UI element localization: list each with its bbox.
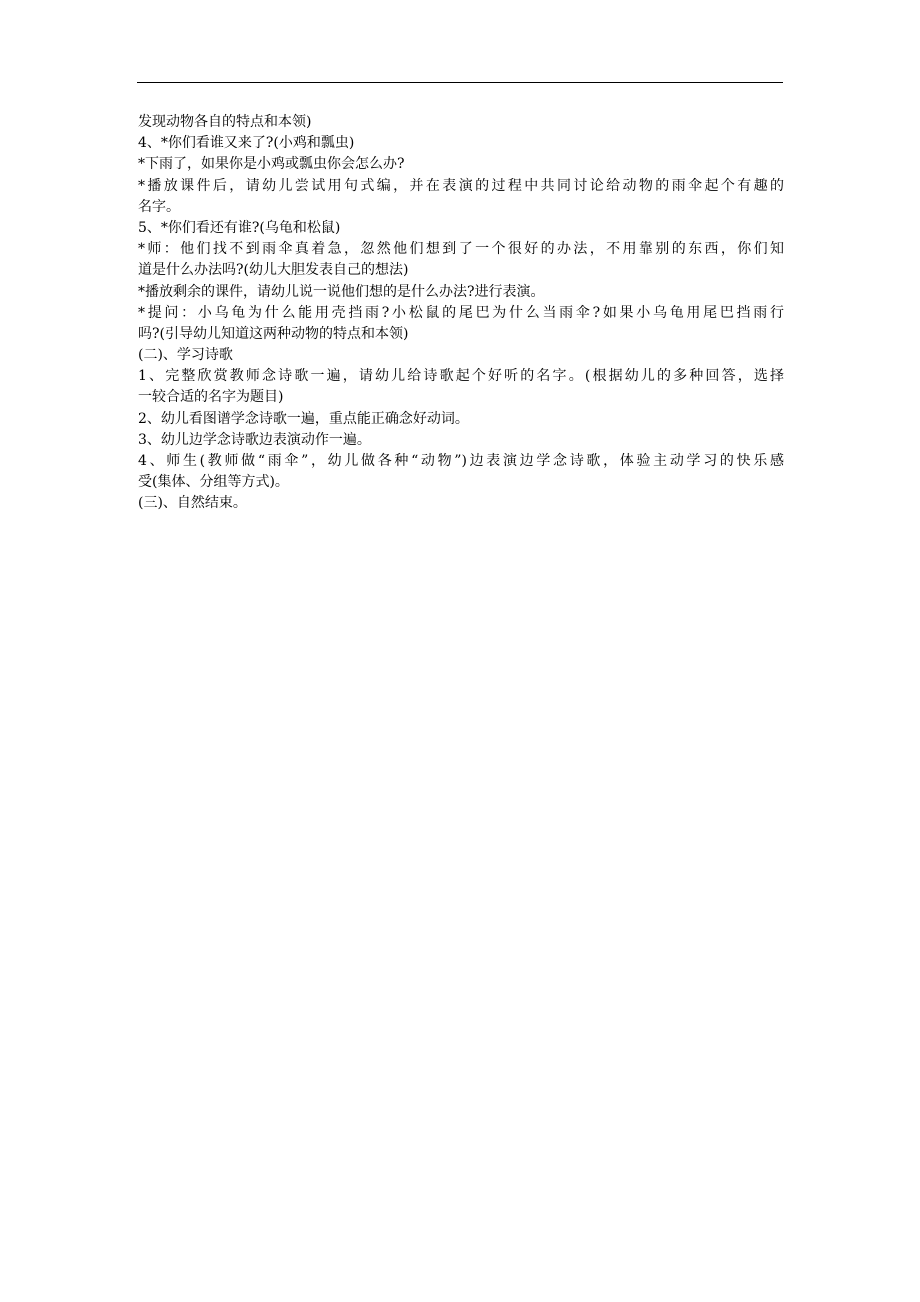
text-line: *师：他们找不到雨伞真着急，忽然他们想到了一个很好的办法，不用靠别的东西，你们知	[138, 241, 784, 258]
header-rule	[137, 82, 783, 83]
text-line: 道是什么办法吗?(幼儿大胆发表自己的想法)	[138, 262, 409, 279]
text-line: *播放课件后，请幼儿尝试用句式编，并在表演的过程中共同讨论给动物的雨伞起个有趣的	[138, 177, 784, 194]
text-line: 3、幼儿边学念诗歌边表演动作一遍。	[138, 431, 371, 448]
text-line: 4、*你们看谁又来了?(小鸡和瓢虫)	[138, 135, 355, 152]
text-line: *播放剩余的课件，请幼儿说一说他们想的是什么办法?进行表演。	[138, 283, 545, 300]
text-line: 名字。	[138, 198, 180, 215]
text-line: 4、师生(教师做“雨伞”，幼儿做各种“动物”)边表演边学念诗歌，体验主动学习的快乐感	[138, 453, 784, 469]
text-line: 受(集体、分组等方式)。	[138, 474, 289, 491]
text-line: 吗?(引导幼儿知道这两种动物的特点和本领)	[138, 325, 409, 342]
document-body	[138, 112, 784, 515]
text-line: *提问：小乌龟为什么能用壳挡雨?小松鼠的尾巴为什么当雨伞?如果小乌龟用尾巴挡雨行	[138, 304, 784, 321]
text-line: 发现动物各自的特点和本领)	[138, 114, 312, 130]
text-line: 5、*你们看还有谁?(乌龟和松鼠)	[138, 219, 341, 236]
text-line: *下雨了，如果你是小鸡或瓢虫你会怎么办?	[138, 156, 405, 173]
section-heading: (二)、学习诗歌	[138, 347, 233, 364]
section-heading: (三)、自然结束。	[138, 495, 247, 512]
text-line: 1、完整欣赏教师念诗歌一遍，请幼儿给诗歌起个好听的名字。(根据幼儿的多种回答，选择	[138, 368, 784, 385]
text-line: 2、幼儿看图谱学念诗歌一遍，重点能正确念好动词。	[138, 410, 469, 427]
text-line: 一较合适的名字为题目)	[138, 389, 284, 406]
